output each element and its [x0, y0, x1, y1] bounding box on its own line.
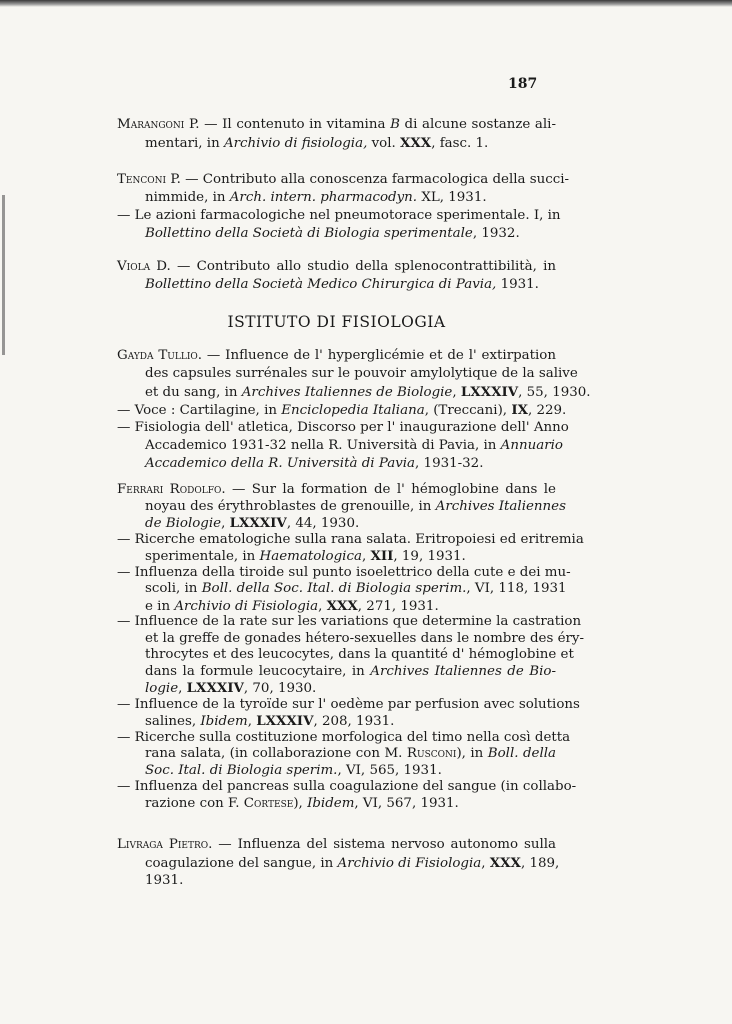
text-line [117, 763, 556, 780]
journal-title: Archivio di Fisiologia [337, 856, 482, 871]
text: throcytes et des leucocytes, dans la quantité d' hémoglobine et [145, 647, 574, 662]
bibliography-entry [117, 347, 591, 473]
text-line [117, 498, 566, 516]
text-line [117, 713, 556, 730]
journal-title: Bollettino della Società Medico Chirurgica di Pavia, [145, 277, 497, 292]
text: , fasc. 1. [431, 136, 489, 151]
text: — Influenza del sistema nervoso autonomo sulla [212, 837, 556, 852]
text: — Ricerche sulla costituzione morfologica del timo nella così detta [117, 729, 571, 745]
text: , [178, 681, 187, 696]
author-name: Ferrari Rodolfo. [117, 482, 226, 497]
text: — Ricerche ematologiche sulla rana salata. Eritropoiesi ed eritremia [117, 531, 584, 547]
text-line [117, 746, 556, 763]
journal-title: Archivio di Fisiologia [174, 598, 319, 614]
bibliography-entry [117, 171, 570, 243]
text: , 1932. [472, 226, 520, 241]
text: sperimentale, in [145, 549, 260, 564]
author-name: Viola D. [117, 259, 171, 274]
text-line [117, 680, 556, 697]
text-line [117, 515, 556, 532]
journal-title: Accademico della R. Università di Pavia [145, 456, 416, 471]
text-line [117, 598, 556, 615]
volume-number: XXX [326, 597, 358, 614]
text-line [117, 729, 571, 747]
text: , VI, 567, 1931. [354, 795, 459, 811]
text-line [117, 872, 556, 890]
text-line [117, 189, 556, 207]
text: scoli, in [145, 581, 202, 596]
text: nimmide, in [145, 190, 230, 205]
text-line [117, 419, 569, 437]
bibliography-entry [117, 482, 585, 812]
journal-title: logie [145, 681, 179, 696]
text: , 55, 1930. [518, 385, 591, 400]
volume-number: XXX [400, 135, 432, 151]
text-line [117, 171, 570, 189]
volume-number: LXXXIV [460, 384, 519, 400]
volume-number: LXXXIV [229, 515, 287, 531]
text: , [221, 516, 230, 531]
text: , 70, 1930. [243, 681, 317, 696]
text: noyau des érythroblastes de grenouille, in [145, 498, 436, 514]
text: — Influenza della tiroide sul punto isoelettrico della cute e dei mu- [117, 564, 571, 580]
text: ), in [456, 746, 488, 761]
text-line [117, 630, 585, 648]
text: — Influence de la rate sur les variations que determine la castration [117, 614, 582, 629]
volume-number: LXXXIV [186, 680, 244, 696]
section-heading: ISTITUTO DI FISIOLOGIA [227, 313, 446, 331]
page-number: 187 [508, 76, 538, 92]
text: , [361, 549, 371, 564]
text: — Sur la formation de l' hémoglobine dans le [225, 482, 556, 497]
text: vol. [367, 136, 401, 151]
text: coagulazione del sangue, in [145, 856, 338, 871]
bibliography [117, 116, 591, 909]
journal-title: Archives Italiennes de Biologie [241, 385, 453, 400]
text: , 189, [520, 856, 560, 871]
text-line [117, 347, 556, 365]
text: — Contributo allo studio della splenocontrattibilità, in [170, 259, 556, 274]
text-line [117, 455, 556, 473]
text-line [117, 258, 556, 276]
journal-title: Boll. della [487, 746, 557, 761]
text: , (Treccani), [424, 403, 512, 418]
author-name: Rusconi [406, 746, 457, 761]
text-line [117, 482, 556, 499]
text: , VI, 118, 1931 [466, 581, 567, 596]
journal-title: B [390, 117, 400, 132]
author-name: Livraga Pietro. [117, 837, 213, 852]
text-line [117, 531, 584, 549]
text-line [117, 614, 582, 631]
volume-number: LXXXIV [256, 713, 314, 729]
text-line [117, 116, 556, 134]
text: — Voce : Cartilagine, in [117, 403, 282, 418]
text-line [117, 647, 574, 664]
text: , 1931-32. [415, 456, 484, 471]
text-line [117, 437, 563, 455]
text: — Influence de la tyroïde sur l' oedème par perfusion avec solutions [117, 696, 580, 712]
text: ), [293, 795, 308, 811]
author-name: Cortese [243, 795, 294, 811]
text: Accademico 1931-32 nella R. Università di Pavia, in [145, 438, 501, 453]
text-line [117, 836, 556, 854]
text-line [117, 696, 580, 714]
text: salines, [145, 714, 201, 729]
text: , [318, 598, 327, 614]
text: dans la formule leucocytaire, in [145, 663, 371, 679]
text: des capsules surrénales sur le pouvoir amylolytique de la salive [145, 366, 578, 381]
text-line [117, 796, 556, 813]
text: , [452, 385, 461, 400]
text: , 19, 1931. [393, 549, 466, 564]
text: , VI, 565, 1931. [337, 762, 442, 778]
text: mentari, in [145, 136, 224, 151]
text-line [117, 401, 567, 419]
volume-number: IX [511, 402, 528, 418]
text-line [117, 225, 556, 243]
text: — Influenza del pancreas sulla coagulazione del sangue (in collabo- [117, 779, 577, 794]
volume-number: XII [370, 548, 394, 564]
text-line [117, 207, 561, 225]
bibliography-entry [117, 258, 556, 294]
text: 1931. [145, 873, 184, 888]
text-line [117, 276, 556, 294]
text: — Fisiologia dell' atletica, Discorso per l' inaugurazione dell' Anno [117, 420, 569, 435]
text: di alcune sostanze ali- [399, 117, 556, 132]
journal-title: Boll. della Soc. Ital. di Biologia sperim. [201, 581, 467, 596]
text: — Contributo alla conoscenza farmacologica della succi- [180, 172, 570, 187]
text-line [117, 854, 560, 872]
text: , 271, 1931. [357, 598, 439, 614]
text-line [117, 581, 567, 598]
text-line [117, 664, 556, 681]
text: , 44, 1930. [286, 516, 360, 531]
scan-edge [0, 0, 732, 7]
text: XL, 1931. [417, 190, 487, 205]
journal-title: Archivio di fisiologia, [223, 136, 368, 151]
text: , 208, 1931. [313, 714, 395, 729]
text: e in [145, 598, 175, 614]
text: — Il contenuto in vitamina [199, 117, 391, 132]
bibliography-entry [117, 116, 556, 152]
text-line [117, 564, 571, 582]
text: et la greffe de gonades hétero-sexuelles dans le nombre des éry- [145, 630, 585, 646]
author-name: Tenconi P. [117, 172, 181, 187]
journal-title: Archives Italiennes [435, 498, 566, 514]
text: — Influence de l' hyperglicémie et de l' extirpation [202, 348, 556, 363]
text: razione con F. [145, 795, 244, 811]
text: , [247, 714, 257, 729]
journal-title: Bollettino della Società di Biologia sperimentale [145, 226, 473, 241]
journal-title: Haematologica [259, 549, 362, 564]
journal-title: Annuario [500, 438, 563, 453]
journal-title: Soc. Ital. di Biologia sperim. [145, 762, 338, 778]
text: et du sang, in [145, 385, 242, 400]
text: — Le azioni farmacologiche nel pneumotorace sperimentale. I, in [117, 208, 561, 223]
volume-number: XXX [489, 855, 521, 871]
journal-title: Archives Italiennes de Bio- [370, 663, 556, 679]
text-line [117, 779, 577, 796]
text-line [117, 548, 556, 565]
text-line [117, 134, 556, 152]
text: , [481, 856, 490, 871]
text: rana salata, (in collaborazione con M. [145, 746, 407, 761]
journal-title: de Biologie [145, 516, 222, 531]
text: , 229. [527, 403, 567, 418]
text-line [117, 365, 578, 383]
journal-title: Ibidem [307, 795, 355, 811]
scan-binding-mark [2, 195, 5, 355]
journal-title: Ibidem [200, 714, 248, 729]
author-name: Marangoni P. [117, 117, 200, 132]
journal-title: Enciclopedia Italiana [281, 403, 425, 418]
text: 1931. [496, 277, 539, 292]
author-name: Gayda Tullio. [117, 348, 203, 363]
bibliography-entry [117, 836, 560, 890]
journal-title: Arch. intern. pharmacodyn. [229, 190, 418, 205]
text-line [117, 383, 591, 401]
